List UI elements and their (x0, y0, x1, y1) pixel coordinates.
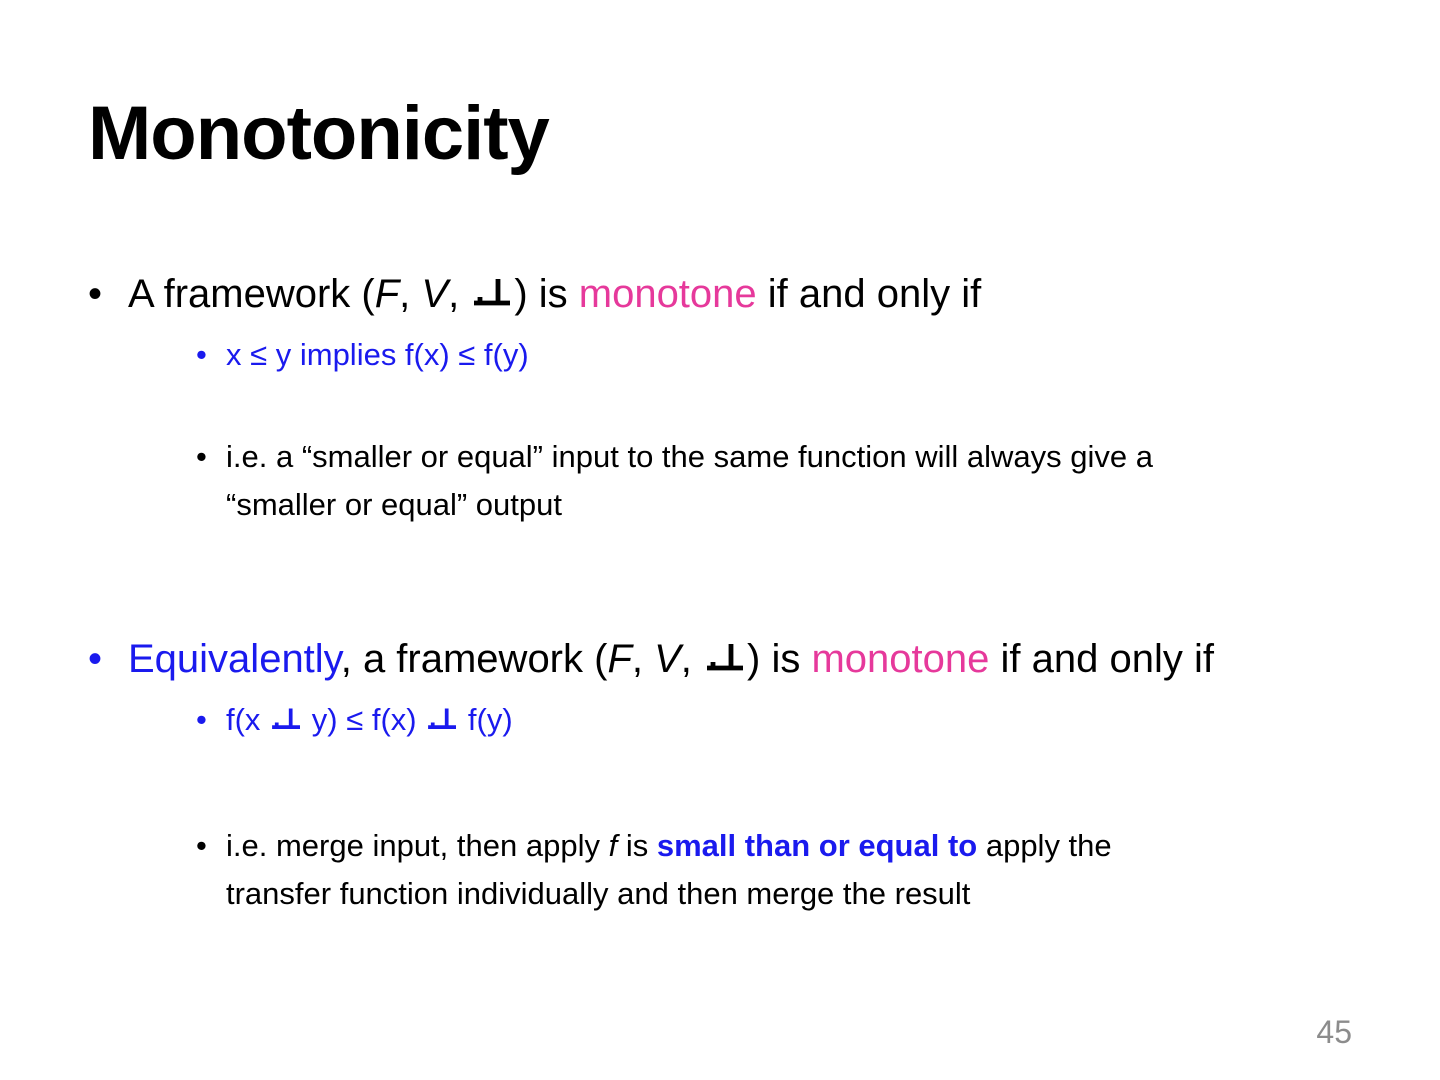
bullet-dot: • (88, 637, 103, 681)
emphasis-small-than-or-equal: small than or equal to (656, 828, 978, 863)
bullet-dot: • (196, 439, 207, 474)
slide-title: Monotonicity (88, 91, 549, 176)
bullet-text: i.e. a “smaller or equal” input to the same function will always give a “smaller or equal” output (226, 439, 1153, 522)
keyword-monotone: monotone (578, 272, 757, 316)
bullet-text: f(x y) ≤ f(x) f(y) (226, 702, 513, 737)
bullet-dot: • (88, 272, 103, 316)
bullet-text: A framework (F, V, ) is monotone if and only if (128, 272, 982, 316)
page-number: 45 (1316, 1014, 1352, 1050)
bullet-dot: • (196, 337, 207, 372)
bullet-text: x ≤ y implies f(x) ≤ f(y) (226, 337, 529, 372)
join-icon (269, 705, 303, 730)
bullet-text: i.e. merge input, then apply f is small than or equal to apply the transfer function individually and then merge the result (226, 828, 1112, 911)
join-icon (470, 275, 514, 307)
bullet-dot: • (196, 702, 207, 737)
keyword-equivalently: Equivalently (128, 637, 341, 681)
join-icon (703, 640, 747, 672)
keyword-monotone: monotone (811, 637, 990, 681)
bullet-dot: • (196, 828, 207, 863)
join-icon (425, 705, 459, 730)
bullet-text: Equivalently, a framework (F, V, ) is monotone if and only if (128, 637, 1214, 681)
